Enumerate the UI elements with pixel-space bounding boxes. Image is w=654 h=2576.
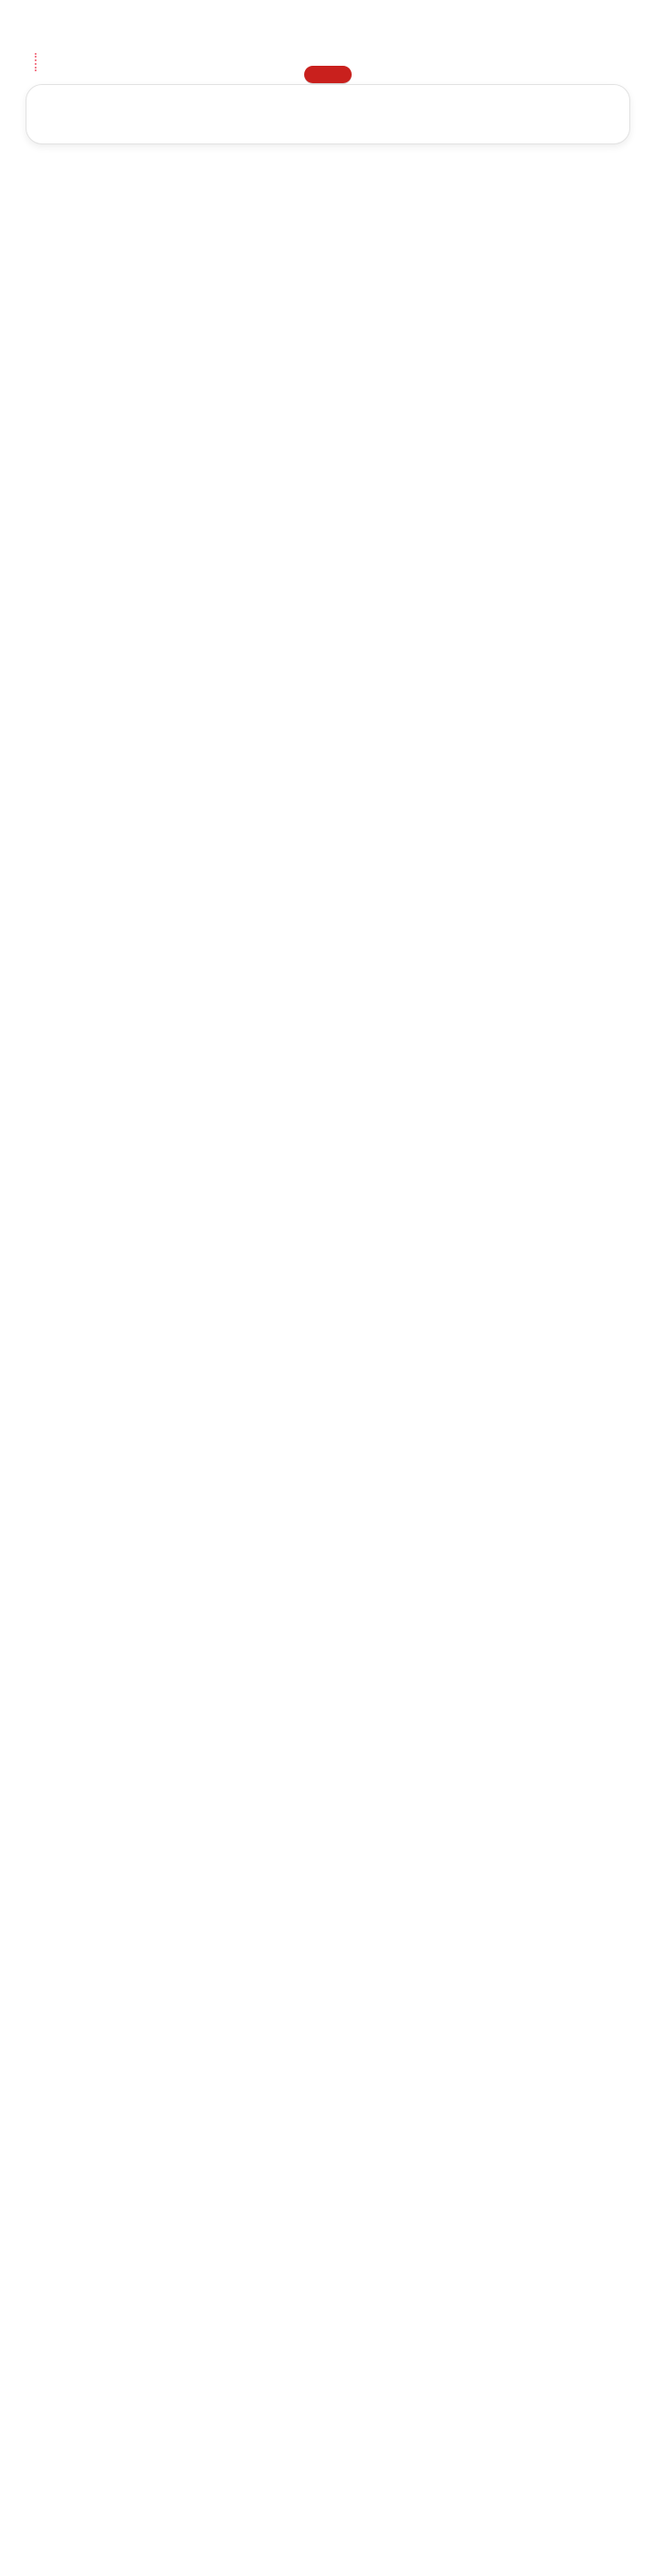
faq-top-list bbox=[0, 0, 654, 27]
card-title-badge bbox=[304, 66, 352, 83]
policy-knowledge-card bbox=[26, 84, 630, 144]
